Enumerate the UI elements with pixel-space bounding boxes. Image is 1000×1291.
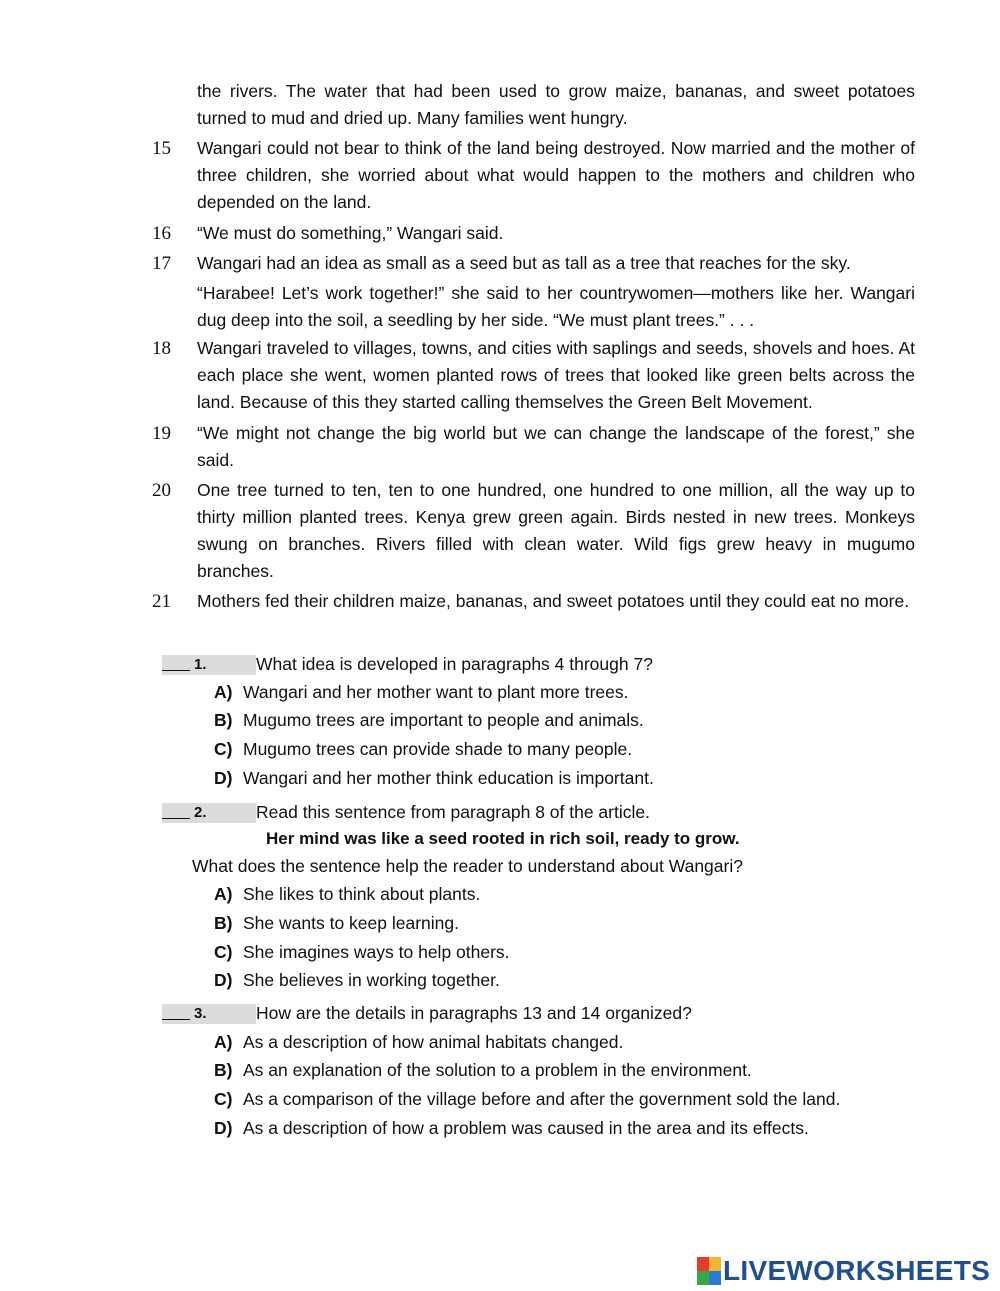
- question-number: 3.: [194, 1005, 207, 1022]
- blank-line[interactable]: [162, 1004, 190, 1020]
- paragraph-text: Wangari had an idea as small as a seed but as tall as a tree that reaches for the sky.: [197, 253, 851, 273]
- paragraph-number: 20: [152, 480, 171, 501]
- paragraph-number: 16: [152, 223, 171, 244]
- question-prompt: What idea is developed in paragraphs 4 through 7?: [256, 654, 653, 674]
- paragraph-text: the rivers. The water that had been used to grow maize, bananas, and sweet potatoes turned to mud and dried up. Many families went hungry.: [197, 81, 915, 128]
- paragraph-text: One tree turned to ten, ten to one hundred, one hundred to one million, all the way up to thirty million planted trees. Kenya grew green again. Birds nested in new trees. Monkeys swung on branches. Rivers filled with clean water. Wild figs grew heavy in mugumo branches.: [197, 480, 915, 581]
- option-a[interactable]: A) As a description of how animal habitats changed.: [214, 1032, 624, 1052]
- paragraph-text: “We might not change the big world but we can change the landscape of the forest,” she said.: [197, 423, 915, 470]
- option-c[interactable]: C) Mugumo trees can provide shade to many people.: [214, 739, 633, 759]
- option-a[interactable]: A) She likes to think about plants.: [214, 884, 481, 904]
- liveworksheets-logo: [697, 1255, 990, 1287]
- paragraph-text: “We must do something,” Wangari said.: [197, 223, 504, 243]
- question-number: 1.: [194, 656, 207, 673]
- paragraph-text: Wangari could not bear to think of the land being destroyed. Now married and the mother of three children, she worried about what would happen to the mothers and children who depended on the land.: [197, 138, 915, 212]
- paragraph-number: 19: [152, 423, 171, 444]
- option-c[interactable]: C) She imagines ways to help others.: [214, 942, 510, 962]
- option-b[interactable]: B) Mugumo trees are important to people and animals.: [214, 710, 644, 730]
- paragraph-text: Mothers fed their children maize, bananas, and sweet potatoes until they could eat no more.: [197, 591, 910, 611]
- option-d[interactable]: D) As a description of how a problem was caused in the area and its effects.: [214, 1118, 809, 1138]
- option-d[interactable]: D) She believes in working together.: [214, 970, 500, 990]
- paragraph-number: 17: [152, 253, 171, 274]
- paragraph-text: “Harabee! Let’s work together!” she said to her countrywomen—mothers like her. Wangari dug deep into the soil, a seedling by her side. “We must plant trees.” . . .: [197, 283, 915, 330]
- paragraph-text: Wangari traveled to villages, towns, and cities with saplings and seeds, shovels and hoes. At each place she went, women planted rows of trees that looked like green belts across the land. Because of this they started calling themselves the Green Belt Movement.: [197, 338, 915, 412]
- question-number: 2.: [194, 804, 207, 821]
- blank-line[interactable]: [162, 655, 190, 671]
- blank-line[interactable]: [162, 803, 190, 819]
- question-prompt: Read this sentence from paragraph 8 of the article.: [256, 802, 650, 822]
- quoted-sentence: Her mind was like a seed rooted in rich soil, ready to grow.: [266, 829, 740, 848]
- paragraph-number: 15: [152, 138, 171, 159]
- answer-blank-3[interactable]: [162, 1004, 256, 1024]
- logo-text: LIVEWORKSHEETS: [723, 1255, 991, 1286]
- answer-blank-1[interactable]: [162, 655, 256, 675]
- question-stem: What does the sentence help the reader to understand about Wangari?: [192, 856, 743, 876]
- paragraph-number: 18: [152, 338, 171, 359]
- paragraph-number: 21: [152, 591, 171, 612]
- option-c[interactable]: C) As a comparison of the village before and after the government sold the land.: [214, 1089, 841, 1109]
- logo-icon: [697, 1257, 721, 1285]
- option-d[interactable]: D) Wangari and her mother think education is important.: [214, 768, 654, 788]
- answer-blank-2[interactable]: [162, 803, 256, 823]
- option-b[interactable]: B) As an explanation of the solution to a problem in the environment.: [214, 1060, 752, 1080]
- option-a[interactable]: A) Wangari and her mother want to plant more trees.: [214, 682, 629, 702]
- option-b[interactable]: B) She wants to keep learning.: [214, 913, 459, 933]
- question-prompt: How are the details in paragraphs 13 and 14 organized?: [256, 1003, 692, 1023]
